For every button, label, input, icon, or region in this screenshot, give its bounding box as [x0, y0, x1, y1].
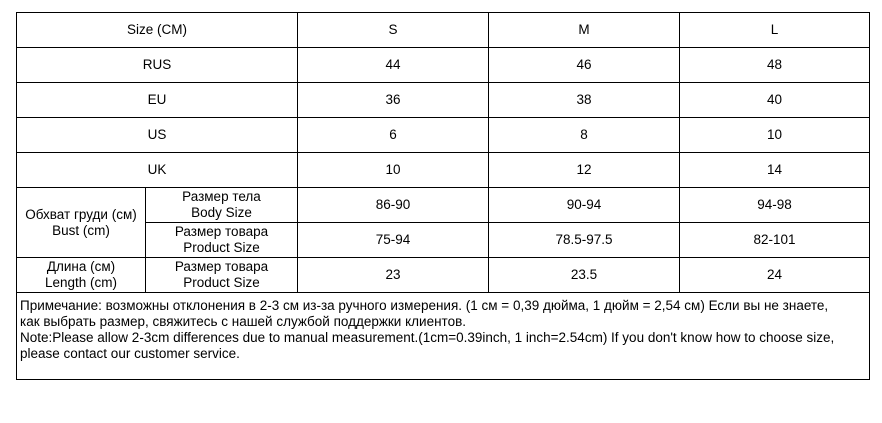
product-size-label-en: Product Size — [183, 240, 260, 255]
table-cell: 24 — [680, 258, 870, 293]
header-size-l: L — [680, 13, 870, 48]
length-label-ru: Длина (см) — [46, 259, 116, 274]
table-cell: 82-101 — [680, 223, 870, 258]
note-line-ru-2: как выбрать размер, свяжитесь с нашей службой поддержки клиентов. — [20, 314, 467, 329]
table-cell: 36 — [298, 83, 489, 118]
body-size-label-en: Body Size — [191, 205, 252, 220]
table-cell: 78.5-97.5 — [489, 223, 680, 258]
table-cell: 10 — [298, 153, 489, 188]
length-product-size-label — [146, 258, 298, 293]
size-chart-table — [16, 12, 870, 380]
table-cell: 6 — [298, 118, 489, 153]
header-label: Size (CM) — [17, 13, 298, 48]
length-label-en: Length (cm) — [44, 275, 118, 290]
header-size-s: S — [298, 13, 489, 48]
length-label — [17, 258, 146, 293]
body-size-label — [146, 188, 298, 223]
measurement-note — [17, 293, 870, 380]
table-cell: 86-90 — [298, 188, 489, 223]
table-cell: 48 — [680, 48, 870, 83]
table-cell: 94-98 — [680, 188, 870, 223]
note-line-ru-1: Примечание: возможны отклонения в 2-3 см из-за ручного измерения. (1 см = 0,39 дюйма, 1 дюйм = 2,54 см) Если вы не знаете, — [20, 298, 829, 313]
bust-label-en: Bust (cm) — [52, 222, 110, 238]
table-cell: 14 — [680, 153, 870, 188]
header-row — [17, 13, 870, 48]
table-row — [17, 83, 870, 118]
note-line-en-2: please contact our customer service. — [20, 346, 240, 361]
length-sub-en: Product Size — [183, 275, 260, 290]
bust-label — [17, 188, 146, 258]
table-cell: 46 — [489, 48, 680, 83]
product-size-label-ru: Размер товара — [174, 224, 269, 239]
length-sub-ru: Размер товара — [174, 259, 269, 274]
table-cell: 12 — [489, 153, 680, 188]
row-label-uk: UK — [17, 153, 298, 188]
table-row — [17, 153, 870, 188]
body-size-label-ru: Размер тела — [182, 189, 261, 204]
row-label-rus: RUS — [17, 48, 298, 83]
note-line-en-1: Note:Please allow 2-3cm differences due to manual measurement.(1cm=0.39inch, 1 inch=2.54cm) If you don't know how to choose size, — [20, 330, 835, 345]
table-cell: 23 — [298, 258, 489, 293]
table-cell: 23.5 — [489, 258, 680, 293]
row-label-eu: EU — [17, 83, 298, 118]
table-cell: 40 — [680, 83, 870, 118]
bust-label-ru: Обхват груди (см) — [25, 206, 137, 222]
length-row — [17, 258, 870, 293]
header-size-m: M — [489, 13, 680, 48]
bust-body-row — [17, 188, 870, 223]
row-label-us: US — [17, 118, 298, 153]
table-cell: 90-94 — [489, 188, 680, 223]
table-cell: 44 — [298, 48, 489, 83]
table-cell: 8 — [489, 118, 680, 153]
table-row — [17, 118, 870, 153]
table-row — [17, 48, 870, 83]
table-cell: 75-94 — [298, 223, 489, 258]
product-size-label — [146, 223, 298, 258]
table-cell: 10 — [680, 118, 870, 153]
note-row — [17, 293, 870, 380]
table-cell: 38 — [489, 83, 680, 118]
